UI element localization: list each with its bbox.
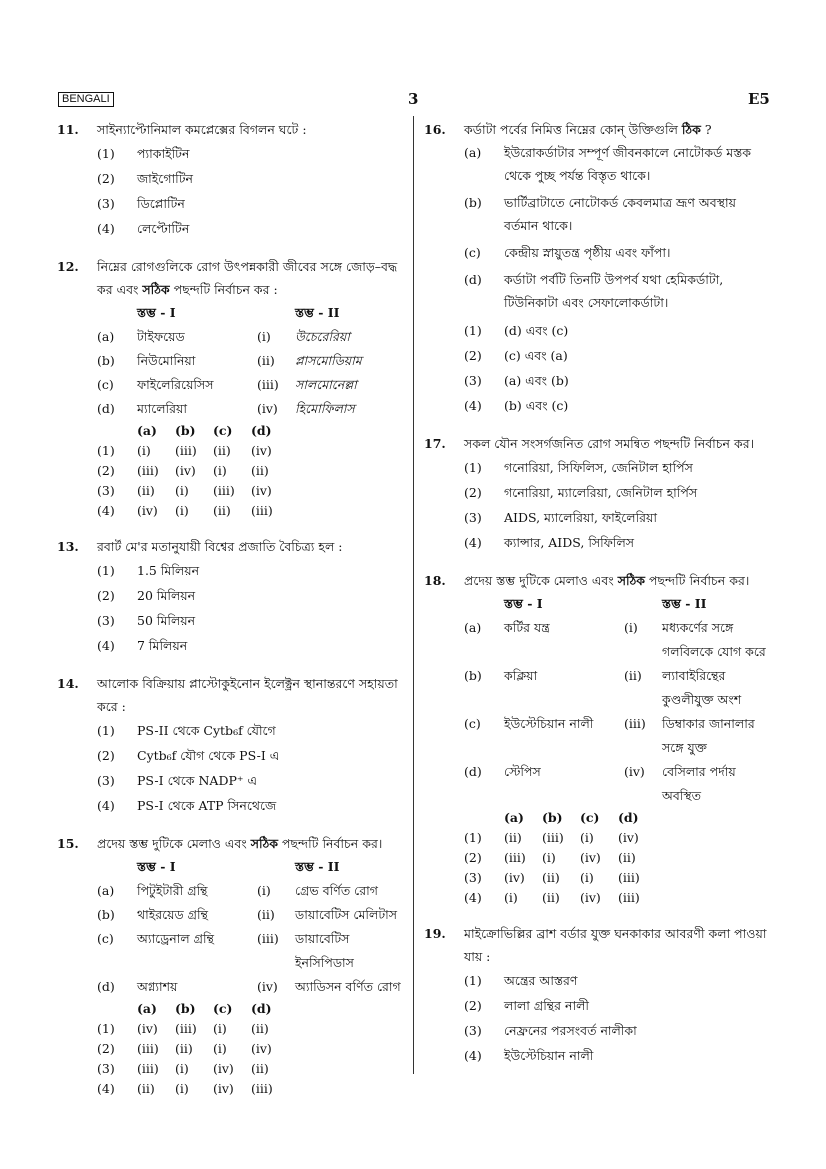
question-text: রবার্ট মে'র মতানুযায়ী বিশ্বের প্রজাতি বৈচিত্র্য হল : [97,539,343,554]
match-label: (iii) [257,931,279,946]
answer-option [464,480,774,505]
grid-header-cell: (a) [137,1001,157,1016]
match-label: (i) [257,883,271,898]
option-text: লেপ্টোটিন [137,221,190,236]
match-label: (b) [97,907,115,922]
grid-header-cell: (b) [175,1001,196,1016]
answer-option [97,1059,407,1079]
grid-header-cell: (d) [251,1001,272,1016]
question-q12 [57,255,407,521]
question-number: 14. [57,676,79,691]
grid-header-cell [464,808,504,828]
answer-option [97,718,407,743]
question-q19 [424,922,774,1068]
answer-option [97,633,407,658]
match-row [97,879,407,903]
answer-option [97,608,407,633]
grid-cell: (i) [504,890,518,905]
grid-cell: (i) [213,1041,227,1056]
paper-code: E5 [748,90,770,108]
option-label: (1) [97,563,115,578]
statement-label: (d) [464,272,482,287]
grid-header-cell: (b) [542,810,563,825]
answer-option [464,530,774,555]
match-label: (d) [97,401,115,416]
match-item: ডায়াবেটিস মেলিটাস [295,907,398,922]
statement-label: (c) [464,245,481,260]
question-number: 16. [424,122,446,137]
match-spacer [624,592,662,616]
match-row [97,927,407,975]
match-item: অগ্ন্যাশয় [137,979,178,994]
answer-option [464,393,774,418]
match-item: ডিম্বাকার জানালার সঙ্গে যুক্ত [662,716,755,755]
statement [464,141,774,187]
option-label: (2) [464,485,482,500]
answer-option [464,1018,774,1043]
question-text: মাইক্রোভিল্লির ব্রাশ বর্ডার যুক্ত ঘনকাকার আবরণী কলা পাওয়া যায় : [464,926,767,964]
option-text: PS-I থেকে NADP⁺ এ [137,773,257,788]
option-text: অন্ত্রের আস্তরণ [504,973,578,988]
match-item: ফাইলেরিয়েসিস [137,377,214,392]
match-item: অ্যাড্রেনাল গ্রন্থি [137,931,214,946]
right-column [424,118,774,1082]
match-label: (a) [464,620,482,635]
option-text: ডিপ্লোটিন [137,196,185,211]
grid-cell: (iii) [213,483,235,498]
grid-cell: (2) [464,850,482,865]
grid-cell: (i) [213,463,227,478]
match-item: গ্রেভ বর্ণিত রোগ [295,883,378,898]
option-label: (3) [97,613,115,628]
match-label: (a) [97,329,115,344]
match-row [97,325,407,349]
option-label: (1) [464,973,482,988]
answer-option [97,141,407,166]
option-label: (2) [97,171,115,186]
answer-option [97,461,407,481]
grid-cell: (iii) [542,830,564,845]
grid-cell: (3) [97,1061,115,1076]
grid-cell: (iii) [137,1061,159,1076]
grid-header-cell: (c) [213,1001,233,1016]
statement [464,191,774,237]
option-label: (4) [464,398,482,413]
statement-text: কর্ডাটা পর্বটি তিনটি উপপর্ব যথা হেমিকর্ডাটা, টিউনিকাটা এবং সেফালোকর্ডাটা। [504,272,724,310]
emphasis-text: ঠিক [681,122,701,137]
grid-cell: (i) [580,870,594,885]
option-text: 1.5 মিলিয়ন [137,563,200,578]
column-i-header: স্তম্ভ - I [137,859,176,874]
answer-option [464,848,774,868]
match-row [464,616,774,664]
option-label: (1) [97,723,115,738]
answer-option [97,1079,407,1099]
answer-option [97,191,407,216]
match-item: টাইফয়েড [137,329,185,344]
answer-option [464,368,774,393]
question-number: 12. [57,259,79,274]
question-q16 [424,118,774,418]
answer-option [97,1039,407,1059]
grid-cell: (i) [175,503,189,518]
option-label: (3) [97,196,115,211]
option-label: (4) [97,221,115,236]
option-label: (2) [97,748,115,763]
grid-header-cell: (c) [213,423,233,438]
answer-grid [464,808,774,908]
option-label: (2) [464,348,482,363]
question-number: 18. [424,573,446,588]
option-text: Cytb₆f যৌগ থেকে PS-I এ [137,748,280,763]
grid-cell: (iii) [618,890,640,905]
option-label: (1) [464,460,482,475]
statement-label: (a) [464,145,482,160]
answer-option [464,968,774,993]
emphasis-text: সঠিক [617,573,646,588]
answer-grid [97,999,407,1099]
option-text: (a) এবং (b) [504,373,569,388]
option-label: (2) [97,588,115,603]
grid-cell: (iv) [137,1021,158,1036]
match-row [464,712,774,760]
option-text: 20 মিলিয়ন [137,588,196,603]
grid-cell: (iv) [251,483,272,498]
grid-cell: (ii) [618,850,636,865]
answer-option [464,993,774,1018]
question-number: 15. [57,836,79,851]
question-number: 17. [424,436,446,451]
match-spacer [97,855,137,879]
match-label: (ii) [257,907,275,922]
option-label: (3) [464,1023,482,1038]
statement [464,268,774,314]
answer-option [464,888,774,908]
grid-cell: (iv) [504,870,525,885]
match-item: ডায়াবেটিস ইনসিপিডাস [295,931,354,970]
match-label: (iv) [624,764,645,779]
grid-cell: (ii) [137,1081,155,1096]
match-item: ম্যালেরিয়া [137,401,187,416]
grid-cell: (2) [97,463,115,478]
grid-header-cell [97,999,137,1019]
grid-cell: (i) [175,1061,189,1076]
grid-cell: (i) [175,1081,189,1096]
option-text: PS-II থেকে Cytb₆f যৌগে [137,723,276,738]
option-text: AIDS, ম্যালেরিয়া, ফাইলেরিয়া [504,510,658,525]
match-item: উচেরেরিয়া [295,329,350,344]
option-text: 7 মিলিয়ন [137,638,188,653]
grid-cell: (i) [542,850,556,865]
grid-header-cell: (c) [580,810,600,825]
grid-cell: (i) [137,443,151,458]
grid-cell: (1) [464,830,482,845]
answer-grid-header [97,421,407,441]
option-text: লালা গ্রন্থির নালী [504,998,589,1013]
grid-cell: (iii) [175,1021,197,1036]
grid-header-cell: (b) [175,423,196,438]
grid-cell: (iv) [580,890,601,905]
option-text: ইউস্টেচিয়ান নালী [504,1048,594,1063]
grid-cell: (ii) [251,463,269,478]
grid-cell: (4) [97,503,115,518]
match-label: (iv) [257,401,278,416]
statement-text: কেন্দ্রীয় স্নায়ুতন্ত্র পৃষ্ঠীয় এবং ফাঁপা। [504,245,671,260]
match-label: (iii) [257,377,279,392]
match-label: (a) [97,883,115,898]
grid-cell: (iii) [251,1081,273,1096]
column-divider [413,116,414,1074]
match-item: ল্যাবাইরিন্থের কুণ্ডলীযুক্ত অংশ [662,668,742,707]
option-label: (3) [464,510,482,525]
answer-option [97,166,407,191]
emphasis-text: সঠিক [142,282,170,297]
grid-cell: (iii) [504,850,526,865]
question-q18 [424,569,774,908]
option-label: (4) [464,535,482,550]
answer-grid-header [97,999,407,1019]
match-item: অ্যাডিসন বর্ণিত রোগ [295,979,401,994]
column-ii-header: স্তম্ভ - II [295,859,340,874]
match-label: (iv) [257,979,278,994]
match-spacer [464,592,504,616]
question-text: সাইন্যাপ্টোনিমাল কমপ্লেক্সের বিগলন ঘটে : [97,122,307,137]
grid-cell: (ii) [213,503,231,518]
match-row [464,664,774,712]
grid-cell: (iii) [618,870,640,885]
grid-cell: (ii) [213,443,231,458]
match-label: (iii) [624,716,646,731]
match-item: স্টেপিস [504,764,541,779]
question-q14 [57,672,407,818]
match-spacer [257,855,295,879]
column-i-header: স্তম্ভ - I [137,305,176,320]
answer-option [464,318,774,343]
answer-option [97,441,407,461]
grid-cell: (3) [464,870,482,885]
match-item: হিমোফিলাস [295,401,355,416]
answer-option [97,216,407,241]
grid-cell: (ii) [504,830,522,845]
grid-cell: (ii) [542,890,560,905]
match-item: পিটুইটারী গ্রন্থি [137,883,208,898]
answer-option [97,481,407,501]
answer-option [97,558,407,583]
option-text: (d) এবং (c) [504,323,569,338]
answer-option [97,583,407,608]
option-text: প্যাকাইটিন [137,146,190,161]
page-number: 3 [408,90,419,108]
grid-cell: (iii) [175,443,197,458]
statement-text: ভার্টিব্রাটাতে নোটোকর্ড কেবলমাত্র ভ্রূণ অবস্থায় বর্তমান থাকে। [504,195,736,233]
grid-cell: (iii) [251,503,273,518]
question-text: প্রদেয় স্তম্ভ দুটিকে মেলাও এবং সঠিক পছন্দটি নির্বাচন কর। [97,836,383,851]
answer-grid-header [464,808,774,828]
match-label: (c) [464,716,481,731]
question-number: 19. [424,926,446,941]
answer-option [464,455,774,480]
answer-option [464,828,774,848]
match-item: নিউমোনিয়া [137,353,196,368]
match-label: (ii) [257,353,275,368]
match-row [97,373,407,397]
match-spacer [97,301,137,325]
option-text: ক্যান্সার, AIDS, সিফিলিস [504,535,635,550]
grid-cell: (i) [175,483,189,498]
question-q11 [57,118,407,241]
match-label: (b) [97,353,115,368]
column-ii-header: স্তম্ভ - II [662,596,707,611]
statement-text: ইউরোকর্ডাটার সম্পূর্ণ জীবনকালে নোটোকর্ড মস্তক থেকে পুচ্ছ পর্যন্ত বিস্তৃত থাকে। [504,145,751,183]
grid-cell: (iii) [137,463,159,478]
match-row [464,760,774,808]
grid-cell: (4) [464,890,482,905]
match-item: কর্টির যন্ত্র [504,620,550,635]
match-row [97,975,407,999]
grid-cell: (ii) [137,483,155,498]
match-label: (i) [624,620,638,635]
grid-cell: (i) [213,1021,227,1036]
answer-option [97,501,407,521]
question-text: আলোক বিক্রিয়ায় প্লাস্টোকুইনোন ইলেক্ট্রন স্থানান্তরণে সহায়তা করে : [97,676,398,714]
match-item: মধ্যকর্ণের সঙ্গে গলবিলকে যোগ করে [662,620,766,659]
option-label: (4) [464,1048,482,1063]
question-text: কর্ডাটা পর্বের নিমিত্ত নিম্নের কোন্ উক্তিগুলি ঠিক ? [464,122,712,137]
grid-cell: (ii) [251,1061,269,1076]
answer-option [97,793,407,818]
grid-header-cell: (a) [137,423,157,438]
match-header [97,855,407,879]
option-text: জাইগোটিন [137,171,193,186]
match-label: (b) [464,668,482,683]
question-number: 11. [57,122,79,137]
answer-grid [97,421,407,521]
match-row [97,903,407,927]
option-label: (1) [97,146,115,161]
match-label: (c) [97,931,114,946]
match-label: (d) [97,979,115,994]
option-text: 50 মিলিয়ন [137,613,196,628]
grid-cell: (iv) [213,1061,234,1076]
option-text: গনোরিয়া, ম্যালেরিয়া, জেনিটাল হার্পিস [504,485,698,500]
grid-header-cell: (a) [504,810,524,825]
option-text: PS-I থেকে ATP সিনথেজে [137,798,277,813]
question-q17 [424,432,774,555]
answer-option [464,1043,774,1068]
match-row [97,349,407,373]
question-q15 [57,832,407,1099]
grid-cell: (ii) [175,1041,193,1056]
statement-label: (b) [464,195,482,210]
option-text: নেফ্রনের পরসংবর্ত নালীকা [504,1023,637,1038]
option-label: (3) [464,373,482,388]
answer-option [97,743,407,768]
grid-cell: (iv) [213,1081,234,1096]
answer-option [97,1019,407,1039]
match-header [464,592,774,616]
statement [464,241,774,264]
answer-option [464,505,774,530]
match-label: (d) [464,764,482,779]
option-text: (c) এবং (a) [504,348,568,363]
question-text: নিম্নের রোগগুলিকে রোগ উৎপন্নকারী জীবের সঙ্গে জোড়–বদ্ধ কর এবং সঠিক পছন্দটি নির্বাচন কর : [97,259,398,297]
match-table [97,855,407,999]
match-item: থাইরয়েড গ্রন্থি [137,907,208,922]
grid-cell: (iv) [251,1041,272,1056]
grid-cell: (2) [97,1041,115,1056]
question-q13 [57,535,407,658]
grid-cell: (iv) [580,850,601,865]
match-table [464,592,774,808]
grid-header-cell: (d) [618,810,639,825]
option-label: (3) [97,773,115,788]
grid-cell: (1) [97,443,115,458]
match-label: (i) [257,329,271,344]
match-item: সালমোনেল্লা [295,377,357,392]
answer-option [464,868,774,888]
grid-cell: (4) [97,1081,115,1096]
option-label: (2) [464,998,482,1013]
language-label: BENGALI [58,92,114,107]
column-i-header: স্তম্ভ - I [504,596,543,611]
match-label: (c) [97,377,114,392]
grid-cell: (i) [580,830,594,845]
grid-cell: (iv) [251,443,272,458]
question-text: প্রদেয় স্তম্ভ দুটিকে মেলাও এবং সঠিক পছন্দটি নির্বাচন কর। [464,573,750,588]
option-label: (4) [97,798,115,813]
option-text: (b) এবং (c) [504,398,569,413]
match-item: প্লাসমোডিয়াম [295,353,362,368]
option-label: (4) [97,638,115,653]
match-spacer [257,301,295,325]
grid-cell: (iv) [618,830,639,845]
answer-option [97,768,407,793]
match-item: ইউস্টেচিয়ান নালী [504,716,594,731]
grid-header-cell: (d) [251,423,272,438]
question-text: সকল যৌন সংসর্গজনিত রোগ সমন্বিত পছন্দটি নির্বাচন কর। [464,436,755,451]
grid-cell: (3) [97,483,115,498]
match-header [97,301,407,325]
grid-cell: (iii) [137,1041,159,1056]
grid-cell: (ii) [251,1021,269,1036]
match-item: কক্লিয়া [504,668,538,683]
match-table [97,301,407,421]
grid-cell: (1) [97,1021,115,1036]
match-label: (ii) [624,668,642,683]
grid-cell: (iv) [137,503,158,518]
answer-option [464,343,774,368]
grid-cell: (iv) [175,463,196,478]
match-row [97,397,407,421]
emphasis-text: সঠিক [250,836,279,851]
match-item: বেসিলার পর্দায় অবস্থিত [662,764,736,803]
option-label: (1) [464,323,482,338]
option-text: গনোরিয়া, সিফিলিস, জেনিটাল হার্পিস [504,460,693,475]
grid-cell: (ii) [542,870,560,885]
question-number: 13. [57,539,79,554]
left-column [57,118,407,1113]
column-ii-header: স্তম্ভ - II [295,305,340,320]
grid-header-cell [97,421,137,441]
